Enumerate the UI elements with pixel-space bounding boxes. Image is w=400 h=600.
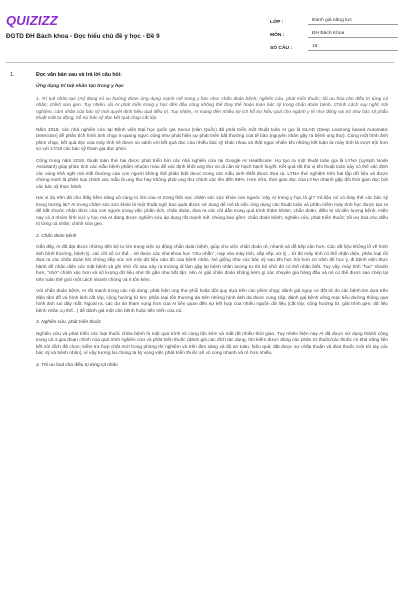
header-divider — [6, 62, 394, 63]
meta-key: MÔN : — [270, 33, 285, 38]
passage-paragraph: Với chẩn đoán bệnh, AI rất mạnh trong các nội dung: phát hiện ung thư phổi hoặc đột quỵ dựa trên các phim chụp; đánh giá nguy cơ đột tử do các bệnh tim dựa trên điện tâm đồ và hình ảnh cắt lớp, cộng hưởng từ tim; phân loại tổn thương da trên những hình ảnh da được cung cấp; đánh giá bệnh võng mạc tiểu đường thông qua hình ảnh soi đáy mắt. Ngoài ra, các dự án tham vọng hơn của AI liên quan đến sự kết hợp của nhiều nguồn dữ liệu (cắt lớp, cộng hưởng từ, giải trình gen, dữ liệu bệnh nhân cụ thể...) để đánh giá một căn bệnh hoặc tiến triển của nó. — [36, 289, 388, 314]
meta-info — [268, 12, 398, 51]
question-number: 1. — [10, 72, 15, 78]
passage-intro: 1. Trí tuệ nhân tạo (AI) đang có xu hướng được ứng dụng mạnh mẽ trong y học như: chẩn đoán bệnh; nghiên cứu, phát triển thuốc; tối ưu hóa cho điều trị từng cá nhân; chỉnh sửa gen. Tuy nhiên, dù AI phát triển trong y học đến đâu cũng không thể thay thế hoàn toàn bác sỹ trong chẩn đoán bệnh. Chính cách suy nghĩ, trải nghiệm, cảm nhận của bác sỹ mới quyết định hiệu quả điều trị. Tuy nhiên, AI mang đến nhiều lợi ích hỗ trợ hiệu quả cho ngành y tế như đóng vai trò như bác sỹ phẫu thuật mắt tự động, hỗ trợ bác sỹ đọc kết quả chụp cắt lớp. — [36, 96, 388, 121]
document-title: ĐGTD ĐH Bách khoa - Đọc hiểu chủ đề y học - Đề 9 — [6, 33, 160, 40]
meta-row-count — [268, 38, 398, 51]
passage-paragraph: Gần đây, AI đã đạt được những tiến bộ to lớn trong việc tự động chẩn đoán bệnh, giúp cho việc chẩn đoán rẻ, nhanh và dễ tiếp cận hơn. Các dữ liệu không lồ về hình ảnh bình thường, bệnh lý, các chỉ số cơ thể... sẽ được các nhà khoa học "cho nhẫn", nạp vào máy tính, sắp xếp, xử lý... từ đó máy tính có thể nhận diện, phân loại rồi đưa ra các chẩn đoán khi chúng tiếp xúc với một dữ liệu nào đó của bệnh nhân. Nó giống như các bác sỹ sau khi học hỏi hơn 10 năm để học y, đi bệnh viện thực hành để nhận diện các mặt bệnh và ghi nhớ rồi sau này ra trường đi làm gặp lại bệnh nhân tương tự thì bộ nhớ đó có thể nhận biết. Tuy vậy, máy tính "học" nhanh hơn, "nhớ" chính xác hơn và số lượng dữ liệu nhớ thì gần như bất tận, nên AI giúi chẩn đoán không kém gì các chuyên gia hàng đầu và nó có thể được sao chép lại trên toàn thế giới một cách nhanh chóng và ít tốn kém. — [36, 245, 388, 283]
page-header — [0, 0, 400, 60]
meta-value: 18 — [308, 44, 398, 51]
passage-paragraph: Hai ví dụ trên đã cho thấy tiềm năng vô cùng to lớn của AI trong lĩnh vực chăm sóc sức khỏe con người. Vậy AI trong y học là gì? Và liệu nó có thay thế các bác sỹ trong tương lai? AI trong chăm sóc sức khỏe là một thuật ngữ bao quát được sử dụng để mô tả việc ứng dụng các thuật toán và phần mềm máy tính học được tạo ra để bắt chước nhận thức của con người trong việc phân tích, chẩn đoán, đưa ra các chỉ dẫn trong quá trình thăm khám, chẩn đoán, điều trị và tiên lượng bệnh. Hiện nay có 4 nhóm lĩnh vực y học mà AI đang được nghiên cứu áp dụng rất mạnh mẽ, chúng bao gồm: chẩn đoán bệnh; nghiên cứu, phát triển thuốc; tối ưu hóa cho điều trị từng cá nhân; chỉnh sửa gen. — [36, 196, 388, 227]
meta-row-class — [268, 12, 398, 25]
meta-key: SỐ CÂU : — [270, 46, 293, 51]
passage-paragraph: Cũng trong năm 2018, thuật toán thứ hai được phát triển bởi các nhà nghiên cứu tại Google AI Healthcare. Họ tạo ra một thuật toán gọi là LYNA (Lymph Node Assistant) giúp phân tích các mẫu bệnh phẩm nhuộm màu để xác định khối ung thư vú di căn từ hạch bạch huyết. Kết quả rất thú vị khi thuật toán này có thể xác định các vùng khả nghi mà mắt thường của con người không thể phân biệt được trong các mẫu sinh thiết được đưa ra. LYNA thử nghiệm trên hai tập dữ liệu và được chứng minh là phân loại chính xác mẫu là ung thư hay không phải ung thư chính xác lên đến 99%. Hơn nữa, thời gian đọc của LYNA nhanh gấp đôi thời gian đọc bởi các bác sỹ thực hành. — [36, 158, 388, 190]
section-heading: 4. Tối ưu hoá cho điều trị từng cá nhân — [36, 362, 118, 368]
quizizz-logo: QUIZIZZ — [6, 13, 58, 28]
question-prompt: Đọc văn bản sau và trả lời câu hỏi: — [36, 72, 122, 78]
meta-row-subject — [268, 25, 398, 38]
passage-paragraph: Năm 2018, các nhà nghiên cứu tại Bệnh viện Đại học quốc gia Seoul (Hàn Quốc) đã phát triển một thuật toán AI gọi là DLAD (Deep Learning based Automatic Detection) để phân tích hình ảnh chụp X-quang ngực cũng như phát hiện sự phát triển bất thường của tế bào (nguyên nhân gây ra bệnh ung thư). Cùng một hình ảnh phim chụp, kết quả đọc của máy tính sẽ được so sánh với kết quả đọc của nhiều bác sỹ khác nhau và thật ngạc nhiên khi những kết luận từ máy tính là vượt trội hơn so với 17/18 các bác sỹ tham gia đọc phim. — [36, 127, 388, 152]
meta-key: LỚP : — [270, 20, 284, 25]
passage-subtitle: Ứng dụng trí tuệ nhân tạo trong y học — [36, 84, 124, 89]
meta-value: Đánh giá năng lực — [308, 18, 398, 25]
passage-paragraph: Nghiên cứu và phát triển các loại thuốc chữa bệnh là một quá trình vô cùng tốn kém và mất rất nhiều thời gian. Tuy nhiên hiện nay AI đã được sử dụng thành công trong cả 4 giai đoạn chính của quá trình nghiên cứu và phát triển thuốc (đánh giá các đích tác dụng, tìm kiếm được đúng các phân tử thuốc/các thuốc có khả năng liên kết với đích đã chọn; kiểm tra hợp chất mới trong phòng thí nghiệm và trên lâm sàng và độ an toàn, hiệu quả; đặt được sự chấp thuận và đưa thuốc mới tới tay các bác sỹ và bệnh nhân), vì vậy tương lai chúng ta kỳ vọng việc phát triển thuốc sẽ vô cùng nhanh và rẻ hơn nhiều. — [36, 331, 388, 356]
section-heading: 2. Chẩn đoán bệnh — [36, 233, 77, 239]
passage — [36, 84, 388, 374]
section-heading: 3. Nghiên cứu, phát triển thuốc — [36, 320, 102, 325]
meta-value: ĐH Bách Khoa — [308, 31, 398, 38]
